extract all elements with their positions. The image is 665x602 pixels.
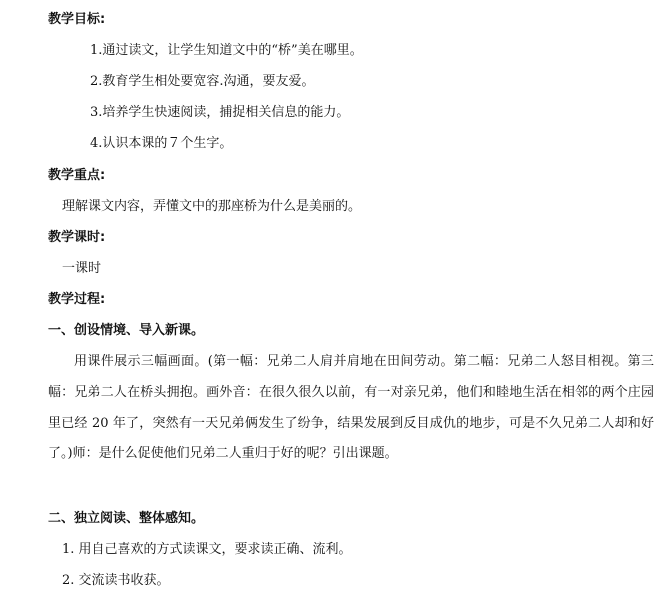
period-text: 一课时 <box>62 261 102 276</box>
goals-heading: 教学目标: <box>48 12 106 27</box>
goal-item-4: 4.认识本课的７个生字。 <box>90 136 233 151</box>
focus-heading: 教学重点: <box>48 168 106 183</box>
focus-text: 理解课文内容，弄懂文中的那座桥为什么是美丽的。 <box>62 199 362 214</box>
goal-item-2: 2.教育学生相处要宽容.沟通，要友爱。 <box>90 74 315 89</box>
step2-item-1: 1. 用自己喜欢的方式读课文，要求读正确、流利。 <box>62 542 352 557</box>
step2-heading: 二、独立阅读、整体感知。 <box>48 511 205 526</box>
goal-item-1: 1.通过读文，让学生知道文中的“桥”美在哪里。 <box>90 43 363 58</box>
step2-item-2: 2. 交流读书收获。 <box>62 573 170 588</box>
goal-item-3: 3.培养学生快速阅读，捕捉相关信息的能力。 <box>90 105 350 120</box>
step1-paragraph: 用课件展示三幅画面。(第一幅：兄弟二人肩并肩地在田间劳动。第二幅：兄弟二人怒目相视。第三幅：兄弟二人在桥头拥抱。画外音：在很久很久以前，有一对亲兄弟，他们和睦地生活在相邻的两个庄园里已经 20 年了，突然有一天兄弟俩发生了纷争，结果发展到反目成仇的地步，可是不久兄弟二人却和好了。)师：是什么促使他们兄弟二人重归于好的呢？引出课题。 <box>48 354 654 462</box>
period-heading: 教学课时: <box>48 230 106 245</box>
process-heading: 教学过程: <box>48 292 106 307</box>
step1-heading: 一、创设情境、导入新课。 <box>48 323 205 338</box>
